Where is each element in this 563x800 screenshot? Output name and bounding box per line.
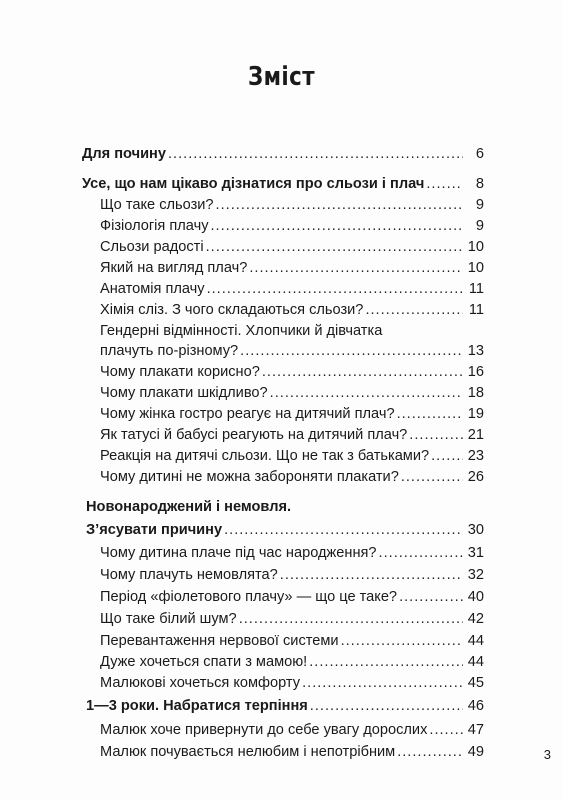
toc-page-number: 9	[475, 197, 484, 213]
toc-leader-dots	[309, 654, 463, 671]
toc-leader-dots	[431, 448, 463, 465]
toc-entry[interactable]	[100, 385, 484, 402]
toc-leader-dots	[426, 176, 463, 193]
toc-page-number: 10	[467, 239, 484, 255]
toc-page-number: 9	[475, 218, 484, 234]
toc-entry-label: Що таке сльози?	[100, 197, 214, 213]
toc-entry[interactable]	[100, 364, 484, 381]
toc-entry-label: Чому жінка гостро реагує на дитячий плач?	[100, 406, 395, 422]
toc-page-number: 10	[467, 260, 484, 276]
toc-entry-label: Анатомія плачу	[100, 281, 205, 297]
toc-page-number: 42	[467, 611, 484, 627]
toc-page-number: 26	[467, 469, 484, 485]
page-title: Зміст	[248, 62, 315, 92]
toc-page-number: 6	[475, 146, 484, 162]
toc-page-number: 13	[467, 343, 484, 359]
toc-page-number: 30	[467, 522, 484, 538]
toc-page-number: 21	[467, 427, 484, 443]
toc-entry-label: Який на вигляд плач?	[100, 260, 248, 276]
toc-entry[interactable]	[100, 302, 484, 319]
toc-entry[interactable]	[82, 146, 484, 163]
toc-entry[interactable]	[100, 281, 484, 298]
toc-leader-dots	[401, 469, 463, 486]
toc-entry[interactable]	[100, 654, 484, 671]
toc-entry[interactable]	[100, 567, 484, 584]
toc-entry[interactable]	[82, 176, 484, 193]
toc-entry[interactable]	[100, 545, 484, 562]
toc-entry-label: Малюкові хочеться комфорту	[100, 675, 301, 691]
toc-page-number: 19	[467, 406, 484, 422]
toc-entry-label: Малюк хоче привернути до себе увагу дорослих	[100, 722, 428, 738]
toc-entry-label: Як татусі й бабусі реагують на дитячий плач?	[100, 427, 408, 443]
toc-leader-dots	[397, 406, 463, 423]
toc-leader-dots	[249, 260, 463, 277]
toc-entry[interactable]	[100, 589, 484, 606]
toc-page-number: 11	[468, 302, 484, 318]
toc-entry-label: Чому дитина плаче під час народження?	[100, 545, 377, 561]
toc-entry-label: Фізіологія плачу	[100, 218, 209, 234]
toc-entry-label: Малюк почувається нелюбим і непотрібним	[100, 744, 396, 760]
toc-leader-dots	[379, 545, 463, 562]
toc-leader-dots	[429, 722, 463, 739]
toc-leader-dots	[211, 218, 464, 235]
toc-entry[interactable]	[100, 675, 484, 692]
toc-entry[interactable]	[100, 260, 484, 277]
toc-entry-label: Чому плакати корисно?	[100, 364, 260, 380]
toc-entry[interactable]	[100, 239, 484, 256]
toc-leader-dots	[310, 698, 463, 715]
toc-entry-label: Перевантаження нервової системи	[100, 633, 339, 649]
toc-entry-label: Дуже хочеться спати з мамою!	[100, 654, 308, 670]
toc-entry-label: Хімія сліз. З чого складаються сльози?	[100, 302, 364, 318]
toc-page-number: 8	[475, 176, 484, 192]
toc-leader-dots	[240, 343, 463, 360]
toc-entry[interactable]	[100, 343, 484, 360]
toc-page-number: 16	[467, 364, 484, 380]
toc-page-number: 45	[467, 675, 484, 691]
toc-page-number: 11	[468, 281, 484, 297]
toc-entry[interactable]	[100, 218, 484, 235]
toc-entry[interactable]	[100, 197, 484, 214]
toc-entry-label: Для почину	[82, 146, 166, 162]
toc-entry-label-line1: Гендерні відмінності. Хлопчики й дівчатка	[100, 323, 383, 339]
toc-leader-dots	[207, 281, 463, 298]
page-number: 3	[543, 747, 551, 762]
toc-leader-dots	[280, 567, 463, 584]
toc-leader-dots	[409, 427, 463, 444]
toc-entry[interactable]	[100, 469, 484, 486]
toc-entry-label: Чому плачуть немовлята?	[100, 567, 278, 583]
toc-leader-dots	[168, 146, 463, 163]
toc-leader-dots	[262, 364, 463, 381]
toc-entry[interactable]	[100, 427, 484, 444]
toc-entry-label: Що таке білий шум?	[100, 611, 237, 627]
toc-entry[interactable]	[100, 633, 484, 650]
toc-entry-label: Реакція на дитячі сльози. Що не так з батьками?	[100, 448, 430, 464]
toc-entry-label: Сльози радості	[100, 239, 204, 255]
toc-page-number: 18	[467, 385, 484, 401]
toc-entry-label: плачуть по-різному?	[100, 343, 239, 359]
toc-entry[interactable]	[100, 744, 484, 761]
toc-leader-dots	[302, 675, 463, 692]
toc-entry[interactable]	[86, 698, 484, 715]
toc-page-number: 40	[467, 589, 484, 605]
toc-entry[interactable]	[86, 522, 484, 539]
toc-page-number: 49	[467, 744, 484, 760]
toc-entry[interactable]	[100, 448, 484, 465]
toc-page-number: 47	[467, 722, 484, 738]
toc-entry-label: Чому дитині не можна забороняти плакати?	[100, 469, 399, 485]
toc-entry[interactable]	[100, 406, 484, 423]
toc-entry-label: Чому плакати шкідливо?	[100, 385, 268, 401]
toc-page-number: 46	[467, 698, 484, 714]
toc-page-number: 32	[467, 567, 484, 583]
toc-leader-dots	[341, 633, 463, 650]
toc-leader-dots	[399, 589, 463, 606]
toc-leader-dots	[365, 302, 463, 319]
toc-entry-label: Усе, що нам цікаво дізнатися про сльози і плач	[82, 176, 425, 192]
toc-leader-dots	[270, 385, 463, 402]
toc-entry[interactable]	[100, 722, 484, 739]
toc-entry[interactable]	[100, 611, 484, 628]
toc-entry-label: Період «фіолетового плачу» — що це таке?	[100, 589, 398, 605]
toc-entry-label: 1—3 роки. Набратися терпіння	[86, 698, 308, 714]
toc-leader-dots	[206, 239, 463, 256]
toc-section-heading-line1: Новонароджений і немовля.	[86, 499, 292, 515]
toc-leader-dots	[216, 197, 463, 214]
toc-leader-dots	[239, 611, 463, 628]
toc-leader-dots	[397, 744, 463, 761]
toc-page-number: 44	[467, 654, 484, 670]
toc-entry-label: З’ясувати причину	[86, 522, 223, 538]
toc-page-number: 23	[467, 448, 484, 464]
toc-page-number: 31	[467, 545, 484, 561]
toc-page-number: 44	[467, 633, 484, 649]
toc-leader-dots	[224, 522, 463, 539]
